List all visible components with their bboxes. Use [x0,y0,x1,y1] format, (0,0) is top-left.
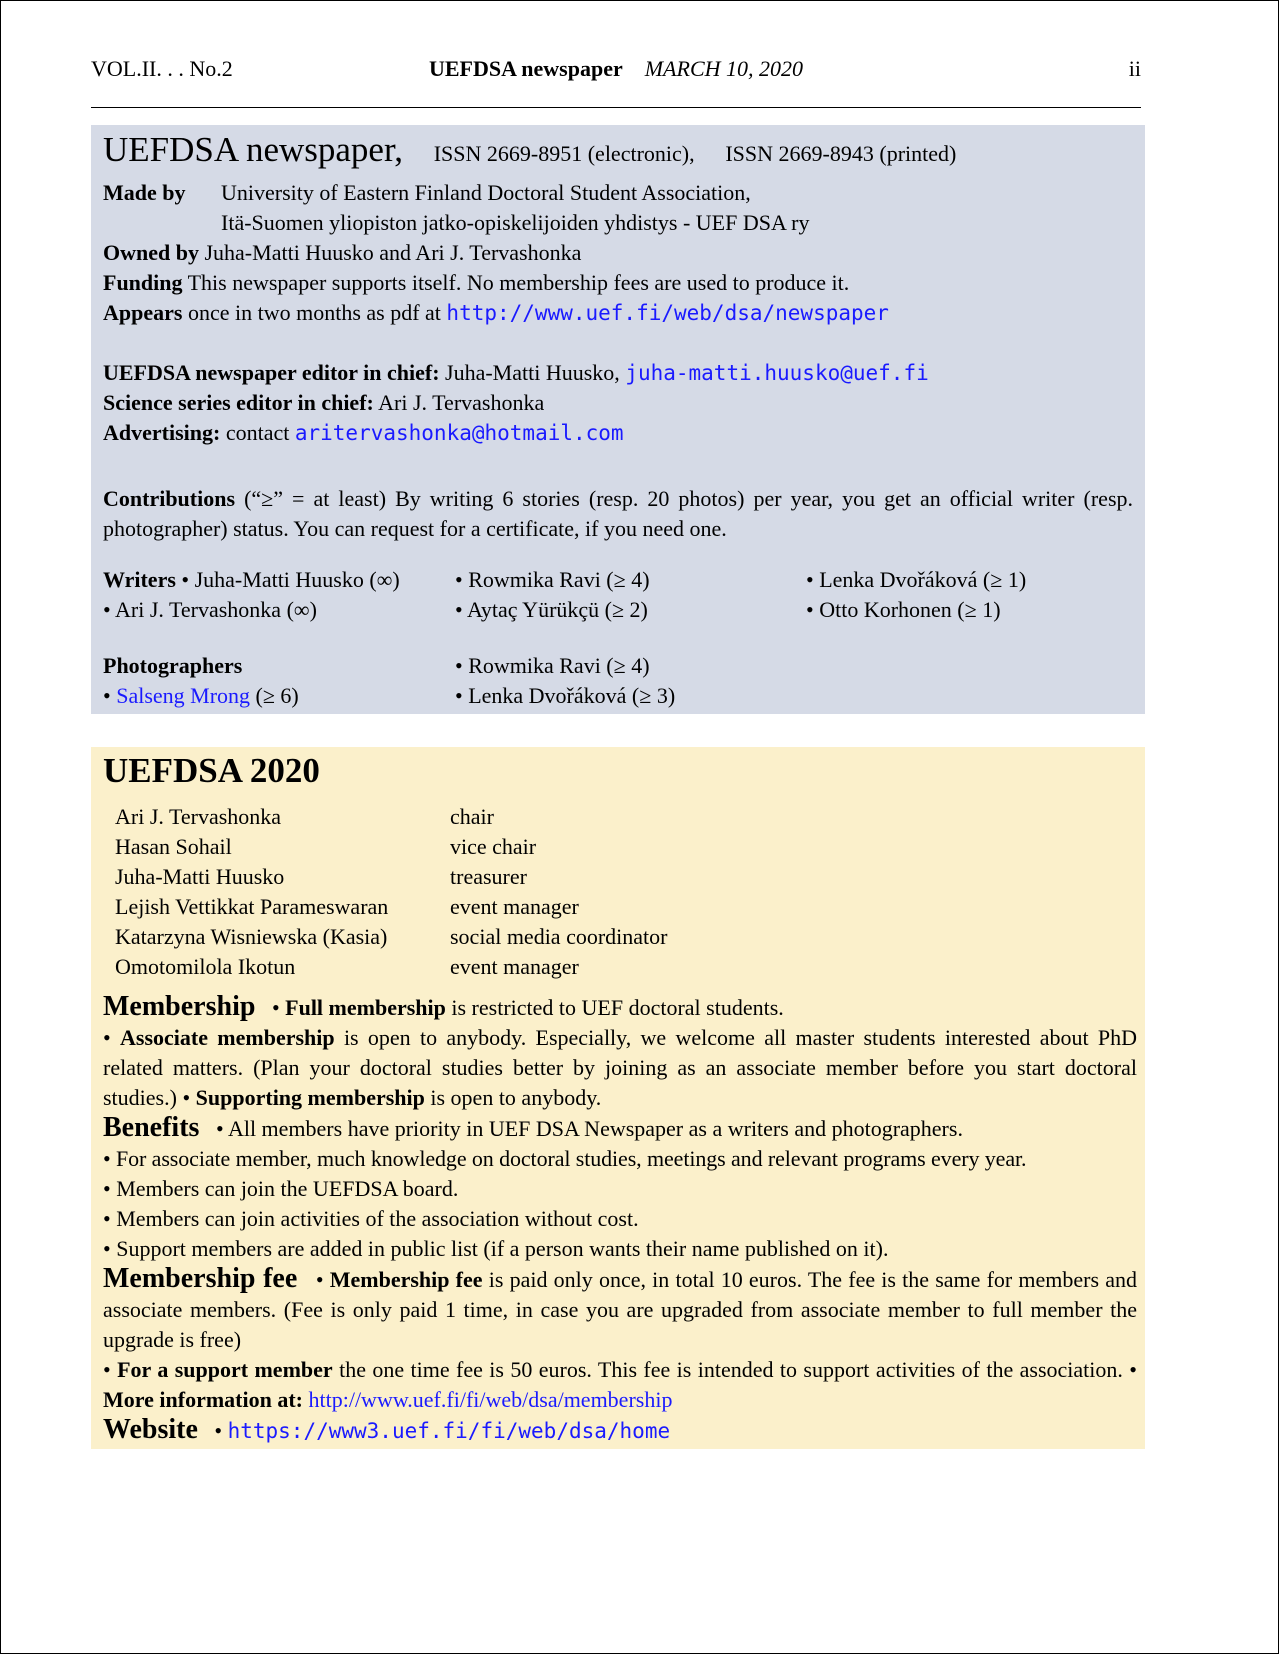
contributions-label: Contributions [103,486,236,511]
made-by-label: Made by [103,180,186,205]
appears-label: Appears [103,300,183,325]
made-by-line1: University of Eastern Finland Doctoral Student Association, [221,180,751,205]
photographer-item: • Rowmika Ravi (≥ 4) [455,653,650,678]
board-member-role: event manager [450,954,579,979]
contributions-text: (“≥” = at least) By writing 6 stories (resp. 20 photos) per year, you get an official writer (resp. photographer) status. You can request for a certificate, if you need one. [103,486,1134,541]
writer-item: • Ari J. Tervashonka (∞) [103,597,317,622]
board-row [115,802,667,832]
board-member-name: Juha-Matti Huusko [115,864,285,889]
writer-item: • Otto Korhonen (≥ 1) [806,597,1001,622]
board-member-role: event manager [450,894,579,919]
board-member-role: treasurer [450,864,527,889]
board-member-role: vice chair [450,834,537,859]
photographer-link[interactable]: Salseng Mrong [116,683,251,708]
science-editor-name: Ari J. Tervashonka [378,390,545,415]
board-row [115,952,667,982]
photographer-item: • Lenka Dvořáková (≥ 3) [455,683,676,708]
volume-number: VOL.II. . . No.2 [91,56,233,81]
board-row [115,892,667,922]
board-member-name: Lejish Vettikkat Parameswaran [115,894,389,919]
benefit-item: Members can join activities of the association without cost. [116,1206,639,1231]
issn-printed: ISSN 2669-8943 (printed) [725,141,957,166]
benefits-heading: Benefits [103,1112,200,1143]
writer-item: • Rowmika Ravi (≥ 4) [455,567,650,592]
editors-block [103,358,1137,448]
membership-link[interactable]: http://www.uef.fi/fi/web/dsa/membership [308,1387,673,1412]
owned-by: Juha-Matti Huusko and Ari J. Tervashonka [204,240,582,265]
masthead-box [91,125,1145,714]
appears-text: once in two months as pdf at [187,300,441,325]
photographer-item: • Salseng Mrong (≥ 6) [103,683,299,708]
board-table-wrap [115,802,1137,982]
board-table [115,802,667,982]
header-date: MARCH 10, 2020 [644,56,803,81]
writer-item: • Juha-Matti Huusko (∞) [181,567,400,592]
newspaper-link[interactable]: http://www.uef.fi/web/dsa/newspaper [446,301,889,325]
advertising-label: Advertising: [103,420,221,445]
photographers-block [103,651,1137,711]
writer-item: • Lenka Dvořáková (≥ 1) [806,567,1027,592]
header-paper-name: UEFDSA newspaper [428,56,623,81]
issn-electronic: ISSN 2669-8951 (electronic), [433,141,695,166]
website-link[interactable]: https://www3.uef.fi/fi/web/dsa/home [227,1419,671,1443]
writers-label: Writers [103,567,176,592]
association-box [91,747,1145,1449]
editor-name: Juha-Matti Huusko, [445,360,620,385]
board-member-name: Ari J. Tervashonka [115,804,282,829]
board-title: UEFDSA 2020 [103,751,320,790]
benefit-item: For associate member, much knowledge on doctoral studies, meetings and relevant programs every year. [116,1146,1027,1171]
writers-block [103,565,1137,625]
benefit-item: Members can join the UEFDSA board. [116,1176,459,1201]
board-row [115,922,667,952]
masthead-title: UEFDSA newspaper [103,130,395,169]
editor-label: UEFDSA newspaper editor in chief: [103,360,440,385]
board-member-role: chair [450,804,494,829]
membership-heading: Membership [103,991,256,1022]
funding-text: This newspaper supports itself. No membership fees are used to produce it. [187,270,850,295]
benefit-item: Support members are added in public list (if a person wants their name published on it). [116,1236,889,1261]
membership-section: Membership • Full membership is restricted to UEF doctoral students. • Associate membership is open to anybody. Especially, we welcome all master students interested about PhD related matters. (Plan your doctoral studies better by joining as an associate member before you start doctoral studies.) • Supporting membership is open to anybody. Benefits • All members have priority in UEF DSA Newspaper as a writers and photographers. • For associate member, much knowledge on doctoral studies, meetings and relevant programs every year. • Members can join the UEFDSA board. • Members can join activities of the association without cost. • Support members are added in public list (if a person wants their name published on it). Membership fee • Membership fee is paid only once, in total 10 euros. The fee is the same for members and associate members. (Fee is only paid 1 time, in case you are upgraded from associate member to full member the upgrade is free) • For a support member the one time fee is 50 euros. This fee is intended to support activities of the association. • More information at: http://www.uef.fi/fi/web/dsa/membership Website • https://www3.uef.fi/fi/web/dsa/home [103,991,1138,1445]
running-header [91,56,1141,86]
masthead-title-line: UEFDSA newspaper, ISSN 2669-8951 (electronic), ISSN 2669-8943 (printed) [103,130,957,169]
board-member-name: Katarzyna Wisniewska (Kasia) [115,924,388,949]
benefit-item: All members have priority in UEF DSA Newspaper as a writers and photographers. [227,1116,963,1141]
header-rule [91,107,1141,108]
advertising-text: contact [225,420,290,445]
owned-by-label: Owned by [103,240,199,265]
made-by-block [103,178,1137,328]
page-number: ii [1128,56,1141,81]
contributions-block [103,484,1133,544]
board-member-name: Omotomilola Ikotun [115,954,296,979]
header-center [91,56,1141,82]
board-member-name: Hasan Sohail [115,834,232,859]
membership-fee-heading: Membership fee [103,1263,298,1294]
writer-item: • Aytaç Yürükçü (≥ 2) [455,597,648,622]
advertising-email-link[interactable]: aritervashonka@hotmail.com [294,421,624,445]
board-member-role: social media coordinator [450,924,668,949]
photographers-label: Photographers [103,653,243,678]
board-row [115,862,667,892]
funding-label: Funding [103,270,183,295]
editor-email-link[interactable]: juha-matti.huusko@uef.fi [625,361,929,385]
made-by-line2: Itä-Suomen yliopiston jatko-opiskelijoiden yhdistys - UEF DSA ry [221,210,810,235]
science-editor-label: Science series editor in chief: [103,390,374,415]
board-row [115,832,667,862]
website-heading: Website [103,1414,198,1445]
